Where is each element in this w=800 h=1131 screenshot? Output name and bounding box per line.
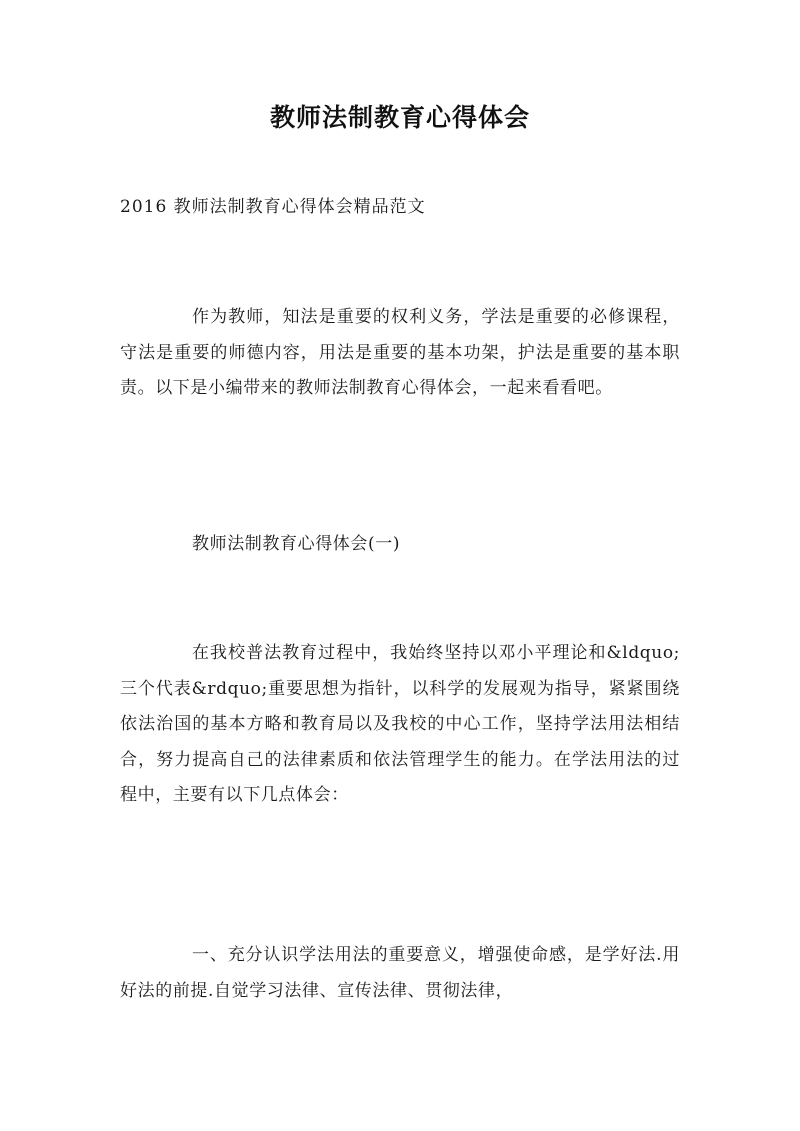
section-heading: 教师法制教育心得体会(一) <box>192 534 401 554</box>
body-paragraph-2: 一、充分认识学法用法的重要意义，增强使命感，是学好法.用好法的前提.自觉学习法律、宣传法律、贯彻法律， <box>120 945 680 1001</box>
document-subtitle: 2016 教师法制教育心得体会精品范文 <box>120 197 426 217</box>
intro-paragraph: 作为教师，知法是重要的权利义务，学法是重要的必修课程，守法是重要的师德内容，用法是重要的基本功架，护法是重要的基本职责。以下是小编带来的教师法制教育心得体会，一起来看看吧。 <box>120 307 680 398</box>
body-paragraph-1: 在我校普法教育过程中，我始终坚持以邓小平理论和&ldquo;三个代表&rdquo;重要思想为指针，以科学的发展观为指导，紧紧围绕依法治国的基本方略和教育局以及我校的中心工作，坚持学法用法相结合，努力提高自己的法律素质和依法管理学生的能力。在学法用法的过程中，主要有以下几点体会： <box>120 643 680 805</box>
document-title: 教师法制教育心得体会 <box>269 103 530 132</box>
